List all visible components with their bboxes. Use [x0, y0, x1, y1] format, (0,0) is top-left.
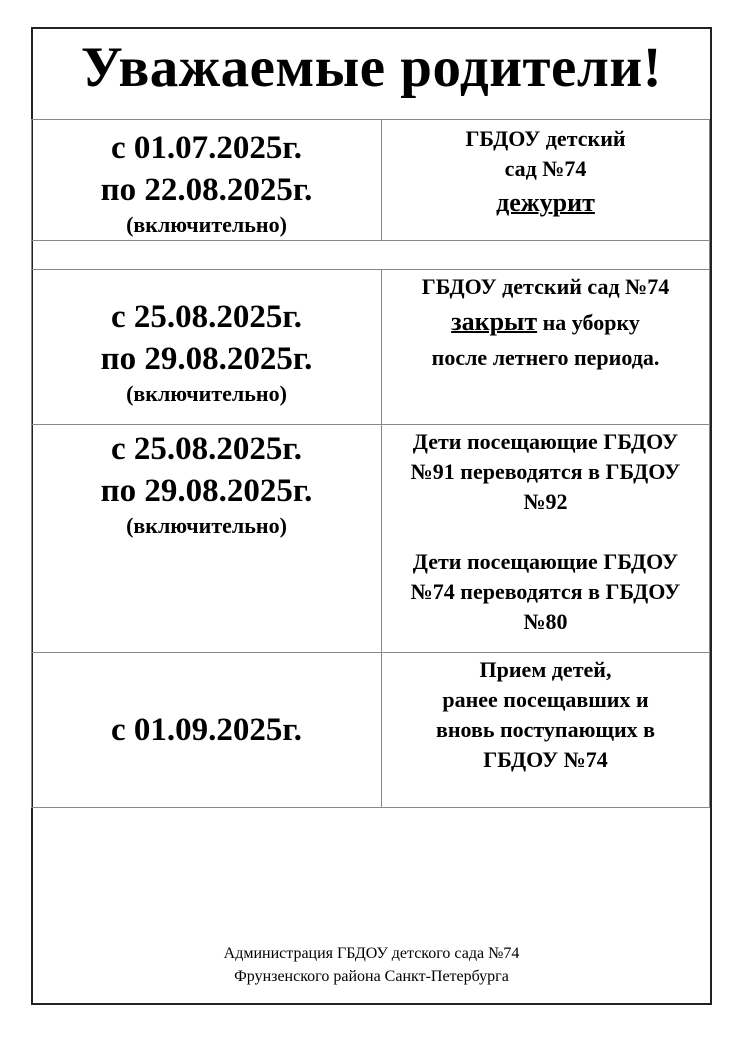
period-cell	[32, 120, 382, 241]
inclusive-note: (включительно)	[126, 513, 287, 538]
info-line: ГБДОУ №74	[483, 747, 608, 772]
footer	[31, 942, 712, 988]
status-suffix: на уборку	[537, 310, 640, 335]
spacer-cell	[32, 241, 710, 270]
date-from: с 25.08.2025г.	[111, 299, 302, 335]
date-to: по 22.08.2025г.	[100, 172, 313, 208]
date-to: по 29.08.2025г.	[100, 473, 313, 509]
footer-line: Фрунзенского района Санкт-Петербурга	[234, 968, 509, 985]
transfer-line: №92	[523, 489, 568, 514]
transfer-line: №91 переводятся в ГБДОУ	[410, 459, 681, 484]
info-cell	[382, 653, 710, 808]
info-cell	[382, 120, 710, 241]
date-from: с 01.07.2025г.	[111, 130, 302, 166]
table-row	[32, 120, 710, 241]
info-line: ГБДОУ детский	[465, 126, 626, 151]
table-row	[32, 653, 710, 808]
transfer-line: №80	[523, 609, 568, 634]
footer-line: Администрация ГБДОУ детского сада №74	[223, 945, 520, 962]
table-row	[32, 270, 710, 425]
status-text: дежурит	[496, 188, 595, 217]
spacer-row	[32, 241, 710, 270]
info-cell	[382, 270, 710, 425]
info-line: после летнего периода.	[431, 345, 660, 370]
transfer-line: Дети посещающие ГБДОУ	[412, 549, 679, 574]
table-row	[32, 425, 710, 653]
period-cell	[32, 653, 382, 808]
transfer-line: Дети посещающие ГБДОУ	[412, 429, 679, 454]
date-from: с 25.08.2025г.	[111, 431, 302, 467]
info-line: ранее посещавших и	[442, 687, 649, 712]
info-line: сад №74	[504, 156, 587, 181]
inclusive-note: (включительно)	[126, 381, 287, 406]
info-line: ГБДОУ детский сад №74	[421, 274, 670, 299]
page-title: Уважаемые родители!	[80, 36, 663, 99]
inclusive-note: (включительно)	[126, 212, 287, 237]
status-text: закрыт	[451, 307, 538, 336]
info-line: вновь поступающих в	[435, 717, 656, 742]
transfer-line: №74 переводятся в ГБДОУ	[410, 579, 681, 604]
info-line: Прием детей,	[479, 657, 612, 682]
schedule-table	[31, 119, 710, 808]
date-to: по 29.08.2025г.	[100, 341, 313, 377]
info-cell	[382, 425, 710, 653]
date-from: с 01.09.2025г.	[111, 712, 302, 748]
period-cell	[32, 270, 382, 425]
period-cell	[32, 425, 382, 653]
